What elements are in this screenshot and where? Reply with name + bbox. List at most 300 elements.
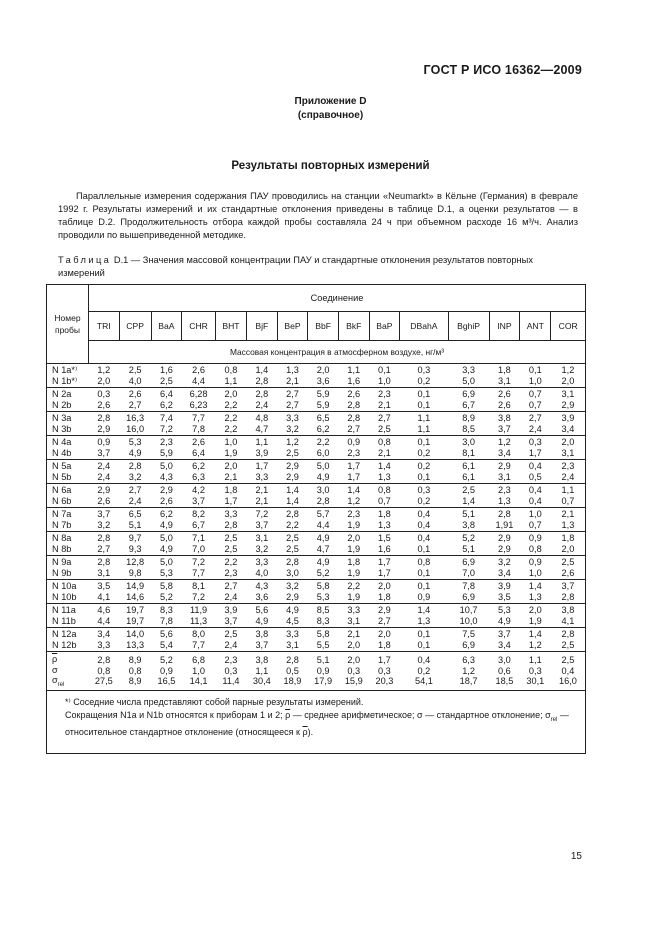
value-cell — [247, 364, 278, 388]
value-cell — [369, 412, 400, 436]
value-cell — [448, 628, 489, 652]
value-cell — [448, 556, 489, 580]
intro-paragraph: Параллельные измерения содержания ПАУ проводились на станции «Neumarkt» в Кёльне (Германия) в феврале 1992 г. Результаты измерений и их стандартные отклонения приведены в таблице D.1, а оценки результатов — в таблице D.2. Продолжительность отбора каждой пробы составляла 24 ч при объемном расходе 16 м³/ч. Анализ проводили по вышеприведенной методике. — [58, 191, 578, 240]
table-row — [47, 412, 586, 436]
cell-value: 1,0 — [528, 375, 542, 386]
value-cell — [551, 556, 586, 580]
cell-value: 0,8 — [417, 557, 431, 567]
cell-value: 0,9 — [417, 591, 431, 602]
cell-value: 13,3 — [126, 639, 145, 650]
cell-value: 12,8 — [126, 557, 145, 567]
cell-value: 7,8 — [160, 615, 173, 626]
cell-value: 7,7 — [192, 639, 205, 650]
sample-label-cell — [47, 628, 89, 652]
cell-value: 4,3 — [255, 581, 269, 591]
cell-value: 5,8 — [316, 581, 330, 591]
cell-value: 2,8 — [255, 375, 269, 386]
value-cell — [215, 532, 246, 556]
cell-value: 4,9 — [316, 557, 330, 567]
sample-label: N 2a — [52, 389, 72, 399]
cell-value: 1,4 — [462, 495, 475, 506]
cell-value: 2,4 — [224, 591, 238, 602]
cell-value: 7,2 — [255, 509, 269, 519]
value-cell — [215, 508, 246, 532]
cell-value: 3,2 — [286, 423, 299, 434]
cell-value: 4,2 — [192, 485, 205, 495]
cell-value: 8,5 — [316, 605, 330, 615]
value-cell — [119, 388, 151, 412]
cell-value: 1,7 — [378, 557, 391, 567]
cell-value: 1,7 — [378, 567, 391, 578]
value-cell — [489, 364, 520, 388]
cell-value: 5,0 — [316, 461, 330, 471]
stats-label: σ — [52, 675, 58, 686]
value-cell — [215, 412, 246, 436]
value-cell — [247, 604, 278, 628]
cell-value: 16,3 — [126, 413, 145, 423]
cell-value: 0,1 — [417, 437, 431, 447]
value-cell — [308, 556, 339, 580]
cell-value: 5,1 — [128, 519, 142, 530]
stats-value: 54,1 — [414, 676, 433, 687]
cell-value: 0,1 — [417, 399, 431, 410]
cell-value: 4,9 — [316, 533, 330, 543]
cell-value: 2,0 — [224, 389, 238, 399]
stats-value: 0,4 — [417, 655, 431, 666]
cell-value: 1,3 — [528, 591, 542, 602]
value-cell — [89, 556, 120, 580]
cell-value: 2,9 — [97, 485, 111, 495]
value-cell — [338, 628, 369, 652]
cell-value: 6,9 — [462, 591, 475, 602]
value-cell — [182, 388, 216, 412]
value-cell — [119, 628, 151, 652]
cell-value: 2,2 — [224, 399, 238, 410]
stats-value: 0,8 — [97, 665, 111, 676]
cell-value: 5,3 — [498, 605, 511, 615]
cell-value: 0,3 — [528, 437, 542, 447]
cell-value: 2,5 — [160, 375, 173, 386]
cell-value: 9,7 — [128, 533, 142, 543]
stats-value: 1,7 — [378, 655, 391, 666]
value-cell — [338, 412, 369, 436]
cell-value: 2,2 — [224, 413, 238, 423]
cell-value: 3,7 — [192, 495, 205, 506]
cell-value: 2,0 — [528, 605, 542, 615]
sample-label: N 5b — [52, 471, 72, 482]
cell-value: 7,0 — [192, 543, 205, 554]
cell-value: 2,0 — [224, 461, 238, 471]
value-cell — [448, 436, 489, 460]
cell-value: 2,3 — [224, 567, 238, 578]
value-cell — [119, 580, 151, 604]
value-cell — [338, 532, 369, 556]
value-cell — [520, 508, 551, 532]
cell-value: 2,5 — [224, 629, 238, 639]
value-cell — [182, 556, 216, 580]
cell-value: 2,5 — [224, 543, 238, 554]
cell-value: 2,7 — [528, 413, 542, 423]
column-header: BeP — [277, 312, 308, 341]
value-cell — [551, 604, 586, 628]
value-cell — [277, 436, 308, 460]
cell-value: 2,8 — [286, 557, 299, 567]
cell-value: 0,3 — [417, 365, 431, 375]
value-cell — [182, 580, 216, 604]
cell-value: 0,1 — [417, 389, 431, 399]
stats-value-cell — [151, 652, 182, 691]
value-cell — [215, 364, 246, 388]
data-table-body — [47, 285, 586, 754]
stats-value: 1,0 — [192, 665, 205, 676]
cell-value: 6,7 — [192, 519, 205, 530]
value-cell — [400, 436, 448, 460]
value-cell — [182, 532, 216, 556]
stats-value-cell — [520, 652, 551, 691]
stats-value: 1,1 — [528, 655, 542, 666]
cell-value: 1,3 — [378, 519, 391, 530]
cell-value: 0,4 — [417, 519, 431, 530]
cell-value: 1,7 — [224, 495, 238, 506]
table-row — [47, 460, 586, 484]
value-cell — [89, 532, 120, 556]
value-cell — [151, 508, 182, 532]
value-cell — [369, 436, 400, 460]
value-cell — [489, 532, 520, 556]
value-cell — [89, 604, 120, 628]
cell-value: 3,1 — [97, 567, 111, 578]
sample-label: N 1a*⁾ — [52, 365, 78, 375]
value-cell — [551, 484, 586, 508]
cell-value: 3,3 — [255, 557, 269, 567]
value-cell — [400, 532, 448, 556]
cell-value: 3,8 — [498, 413, 511, 423]
cell-value: 4,1 — [561, 615, 575, 626]
cell-value: 2,9 — [160, 485, 173, 495]
cell-value: 6,5 — [128, 509, 142, 519]
cell-value: 1,4 — [286, 485, 299, 495]
cell-value: 2,4 — [528, 423, 542, 434]
cell-value: 3,3 — [286, 629, 299, 639]
cell-value: 0,7 — [561, 495, 575, 506]
column-header: CHR — [182, 312, 216, 341]
cell-value: 2,0 — [347, 639, 361, 650]
value-cell — [338, 388, 369, 412]
cell-value: 2,0 — [561, 375, 575, 386]
value-cell — [551, 388, 586, 412]
cell-value: 1,4 — [286, 495, 299, 506]
cell-value: 3,3 — [224, 509, 238, 519]
cell-value: 7,5 — [462, 629, 475, 639]
value-cell — [400, 628, 448, 652]
sample-label-cell — [47, 364, 89, 388]
table-caption-text: D.1 — Значения массовой концентрации ПАУ и стандартные отклонения результатов повторных измерений — [58, 255, 533, 278]
value-cell — [489, 580, 520, 604]
value-cell — [215, 556, 246, 580]
value-cell — [520, 532, 551, 556]
value-cell — [151, 412, 182, 436]
stats-value: 8,9 — [128, 676, 142, 687]
cell-value: 0,3 — [97, 389, 111, 399]
cell-value: 2,8 — [255, 389, 269, 399]
cell-value: 5,1 — [462, 543, 475, 554]
cell-value: 2,6 — [498, 399, 511, 410]
table-caption — [58, 254, 578, 279]
value-cell — [277, 628, 308, 652]
cell-value: 5,8 — [160, 581, 173, 591]
cell-value: 1,8 — [498, 365, 511, 375]
value-cell — [151, 484, 182, 508]
cell-value: 2,5 — [378, 423, 391, 434]
stats-value: 17,9 — [314, 676, 333, 687]
cell-value: 3,1 — [498, 471, 511, 482]
cell-value: 2,2 — [224, 423, 238, 434]
stats-value: 0,5 — [286, 665, 299, 676]
value-cell — [119, 604, 151, 628]
cell-value: 6,0 — [316, 447, 330, 458]
stats-value: 0,9 — [316, 665, 330, 676]
section-title: Результаты повторных измерений — [231, 160, 430, 172]
cell-value: 3,3 — [255, 471, 269, 482]
table-row — [47, 484, 586, 508]
column-header-row — [47, 312, 586, 341]
value-cell — [400, 508, 448, 532]
sample-label: N 4a — [52, 437, 72, 447]
value-cell — [520, 556, 551, 580]
cell-value: 0,5 — [528, 471, 542, 482]
table-row — [47, 388, 586, 412]
value-cell — [308, 460, 339, 484]
cell-value: 4,6 — [97, 605, 111, 615]
cell-value: 1,8 — [224, 485, 238, 495]
stats-value: 2,5 — [561, 655, 575, 666]
stats-value-cell — [277, 652, 308, 691]
cell-value: 3,9 — [255, 447, 269, 458]
value-cell — [151, 460, 182, 484]
cell-value: 3,0 — [286, 567, 299, 578]
cell-value: 14,9 — [126, 581, 145, 591]
cell-value: 2,7 — [224, 581, 238, 591]
cell-value: 9,8 — [128, 567, 142, 578]
cell-value: 8,1 — [192, 581, 205, 591]
cell-value: 2,5 — [128, 365, 142, 375]
cell-value: 2,0 — [316, 365, 330, 375]
value-cell — [448, 412, 489, 436]
cell-value: 3,7 — [498, 423, 511, 434]
cell-value: 2,0 — [378, 581, 391, 591]
value-cell — [151, 388, 182, 412]
cell-value: 2,2 — [347, 581, 361, 591]
value-cell — [182, 628, 216, 652]
cell-value: 2,3 — [160, 437, 173, 447]
sample-label: N 11b — [52, 615, 76, 626]
cell-value: 3,7 — [224, 615, 238, 626]
cell-value: 1,6 — [160, 365, 173, 375]
cell-value: 3,7 — [255, 639, 269, 650]
cell-value: 1,3 — [417, 615, 431, 626]
cell-value: 6,4 — [160, 389, 173, 399]
value-cell — [489, 604, 520, 628]
sample-label: N 12b — [52, 639, 77, 650]
cell-value: 0,8 — [378, 485, 391, 495]
table-notes-row — [47, 691, 586, 754]
stats-value: 3,0 — [498, 655, 511, 666]
cell-value: 8,2 — [192, 509, 205, 519]
value-cell — [119, 460, 151, 484]
cell-value: 7,2 — [160, 423, 173, 434]
value-cell — [277, 532, 308, 556]
sample-label: N 9a — [52, 557, 72, 567]
value-cell — [215, 436, 246, 460]
cell-value: 1,1 — [561, 485, 575, 495]
cell-value: 19,7 — [126, 615, 145, 626]
cell-value: 10,0 — [459, 615, 478, 626]
cell-value: 2,3 — [561, 461, 575, 471]
stats-label-cell — [47, 652, 89, 691]
cell-value: 2,0 — [97, 375, 111, 386]
value-cell — [489, 508, 520, 532]
cell-value: 1,4 — [417, 605, 431, 615]
cell-value: 2,5 — [224, 533, 238, 543]
value-cell — [551, 364, 586, 388]
cell-value: 3,8 — [255, 629, 269, 639]
value-cell — [182, 412, 216, 436]
value-cell — [119, 484, 151, 508]
cell-value: 2,1 — [561, 509, 575, 519]
value-cell — [89, 508, 120, 532]
cell-value: 1,1 — [417, 413, 431, 423]
value-cell — [448, 532, 489, 556]
cell-value: 5,9 — [316, 399, 330, 410]
value-cell — [489, 436, 520, 460]
value-cell — [247, 580, 278, 604]
value-cell — [448, 388, 489, 412]
stats-row — [47, 652, 586, 691]
value-cell — [308, 508, 339, 532]
value-cell — [119, 556, 151, 580]
stats-value-cell — [215, 652, 246, 691]
column-header: ANT — [520, 312, 551, 341]
cell-value: 2,2 — [286, 519, 299, 530]
sample-label-cell — [47, 508, 89, 532]
sample-label: N 10a — [52, 581, 77, 591]
cell-value: 3,2 — [128, 471, 142, 482]
cell-value: 6,7 — [462, 399, 475, 410]
column-header: COR — [551, 312, 586, 341]
table-notes — [47, 691, 586, 754]
cell-value: 16,0 — [126, 423, 145, 434]
value-cell — [277, 364, 308, 388]
data-table — [46, 284, 586, 754]
value-cell — [520, 628, 551, 652]
cell-value: 2,8 — [97, 533, 111, 543]
cell-value: 2,3 — [347, 447, 361, 458]
cell-value: 7,2 — [192, 591, 205, 602]
column-header: BghiP — [448, 312, 489, 341]
cell-value: 3,2 — [286, 581, 299, 591]
value-cell — [489, 484, 520, 508]
cell-value: 7,4 — [160, 413, 173, 423]
cell-value: 0,1 — [417, 543, 431, 554]
cell-value: 5,9 — [160, 447, 173, 458]
cell-value: 1,9 — [224, 447, 238, 458]
sample-label: N 7a — [52, 509, 72, 519]
sample-label: N 3b — [52, 423, 72, 434]
stats-value: 18,9 — [283, 676, 302, 687]
cell-value: 2,8 — [561, 591, 575, 602]
cell-value: 4,8 — [255, 413, 269, 423]
value-cell — [89, 580, 120, 604]
value-cell — [369, 364, 400, 388]
stats-value: 20,3 — [375, 676, 394, 687]
cell-value: 1,0 — [528, 509, 542, 519]
cell-value: 0,9 — [528, 533, 542, 543]
cell-value: 0,1 — [417, 581, 431, 591]
cell-value: 0,7 — [528, 519, 542, 530]
cell-value: 4,4 — [316, 519, 330, 530]
cell-value: 10,7 — [459, 605, 478, 615]
cell-value: 5,2 — [160, 591, 173, 602]
cell-value: 0,1 — [417, 471, 431, 482]
cell-value: 2,5 — [286, 533, 299, 543]
column-header: BkF — [338, 312, 369, 341]
cell-value: 0,3 — [417, 485, 431, 495]
cell-value: 19,7 — [126, 605, 145, 615]
cell-value: 4,9 — [128, 447, 142, 458]
cell-value: 8,0 — [192, 629, 205, 639]
cell-value: 2,9 — [498, 533, 511, 543]
value-cell — [400, 556, 448, 580]
cell-value: 3,2 — [498, 557, 511, 567]
cell-value: 1,4 — [378, 461, 391, 471]
value-cell — [400, 484, 448, 508]
cell-value: 3,5 — [97, 581, 111, 591]
value-cell — [338, 364, 369, 388]
cell-value: 4,3 — [160, 471, 173, 482]
sample-label-cell — [47, 460, 89, 484]
cell-value: 2,0 — [561, 543, 575, 554]
sample-label: N 9b — [52, 567, 72, 578]
stats-value-cell — [338, 652, 369, 691]
column-header: BaA — [151, 312, 182, 341]
appendix-kind: (справочное) — [297, 110, 364, 121]
cell-value: 2,4 — [561, 471, 575, 482]
page-number: 15 — [570, 851, 582, 862]
cell-value: 4,0 — [128, 375, 142, 386]
cell-value: 1,8 — [378, 509, 391, 519]
table-row — [47, 580, 586, 604]
sample-label: N 1b*⁾ — [52, 375, 78, 386]
cell-value: 5,2 — [316, 567, 330, 578]
cell-value: 5,6 — [160, 629, 173, 639]
stats-value: 2,3 — [224, 655, 238, 666]
cell-value: 2,4 — [255, 399, 269, 410]
value-cell — [215, 388, 246, 412]
value-cell — [247, 460, 278, 484]
stats-value: 0,3 — [528, 665, 542, 676]
value-cell — [400, 460, 448, 484]
value-cell — [489, 460, 520, 484]
value-cell — [277, 412, 308, 436]
cell-value: 1,9 — [347, 543, 361, 554]
cell-value: 2,7 — [128, 399, 142, 410]
sample-label-cell — [47, 412, 89, 436]
value-cell — [89, 364, 120, 388]
cell-value: 1,7 — [347, 471, 361, 482]
value-cell — [369, 532, 400, 556]
value-cell — [215, 628, 246, 652]
cell-value: 7,8 — [462, 581, 475, 591]
